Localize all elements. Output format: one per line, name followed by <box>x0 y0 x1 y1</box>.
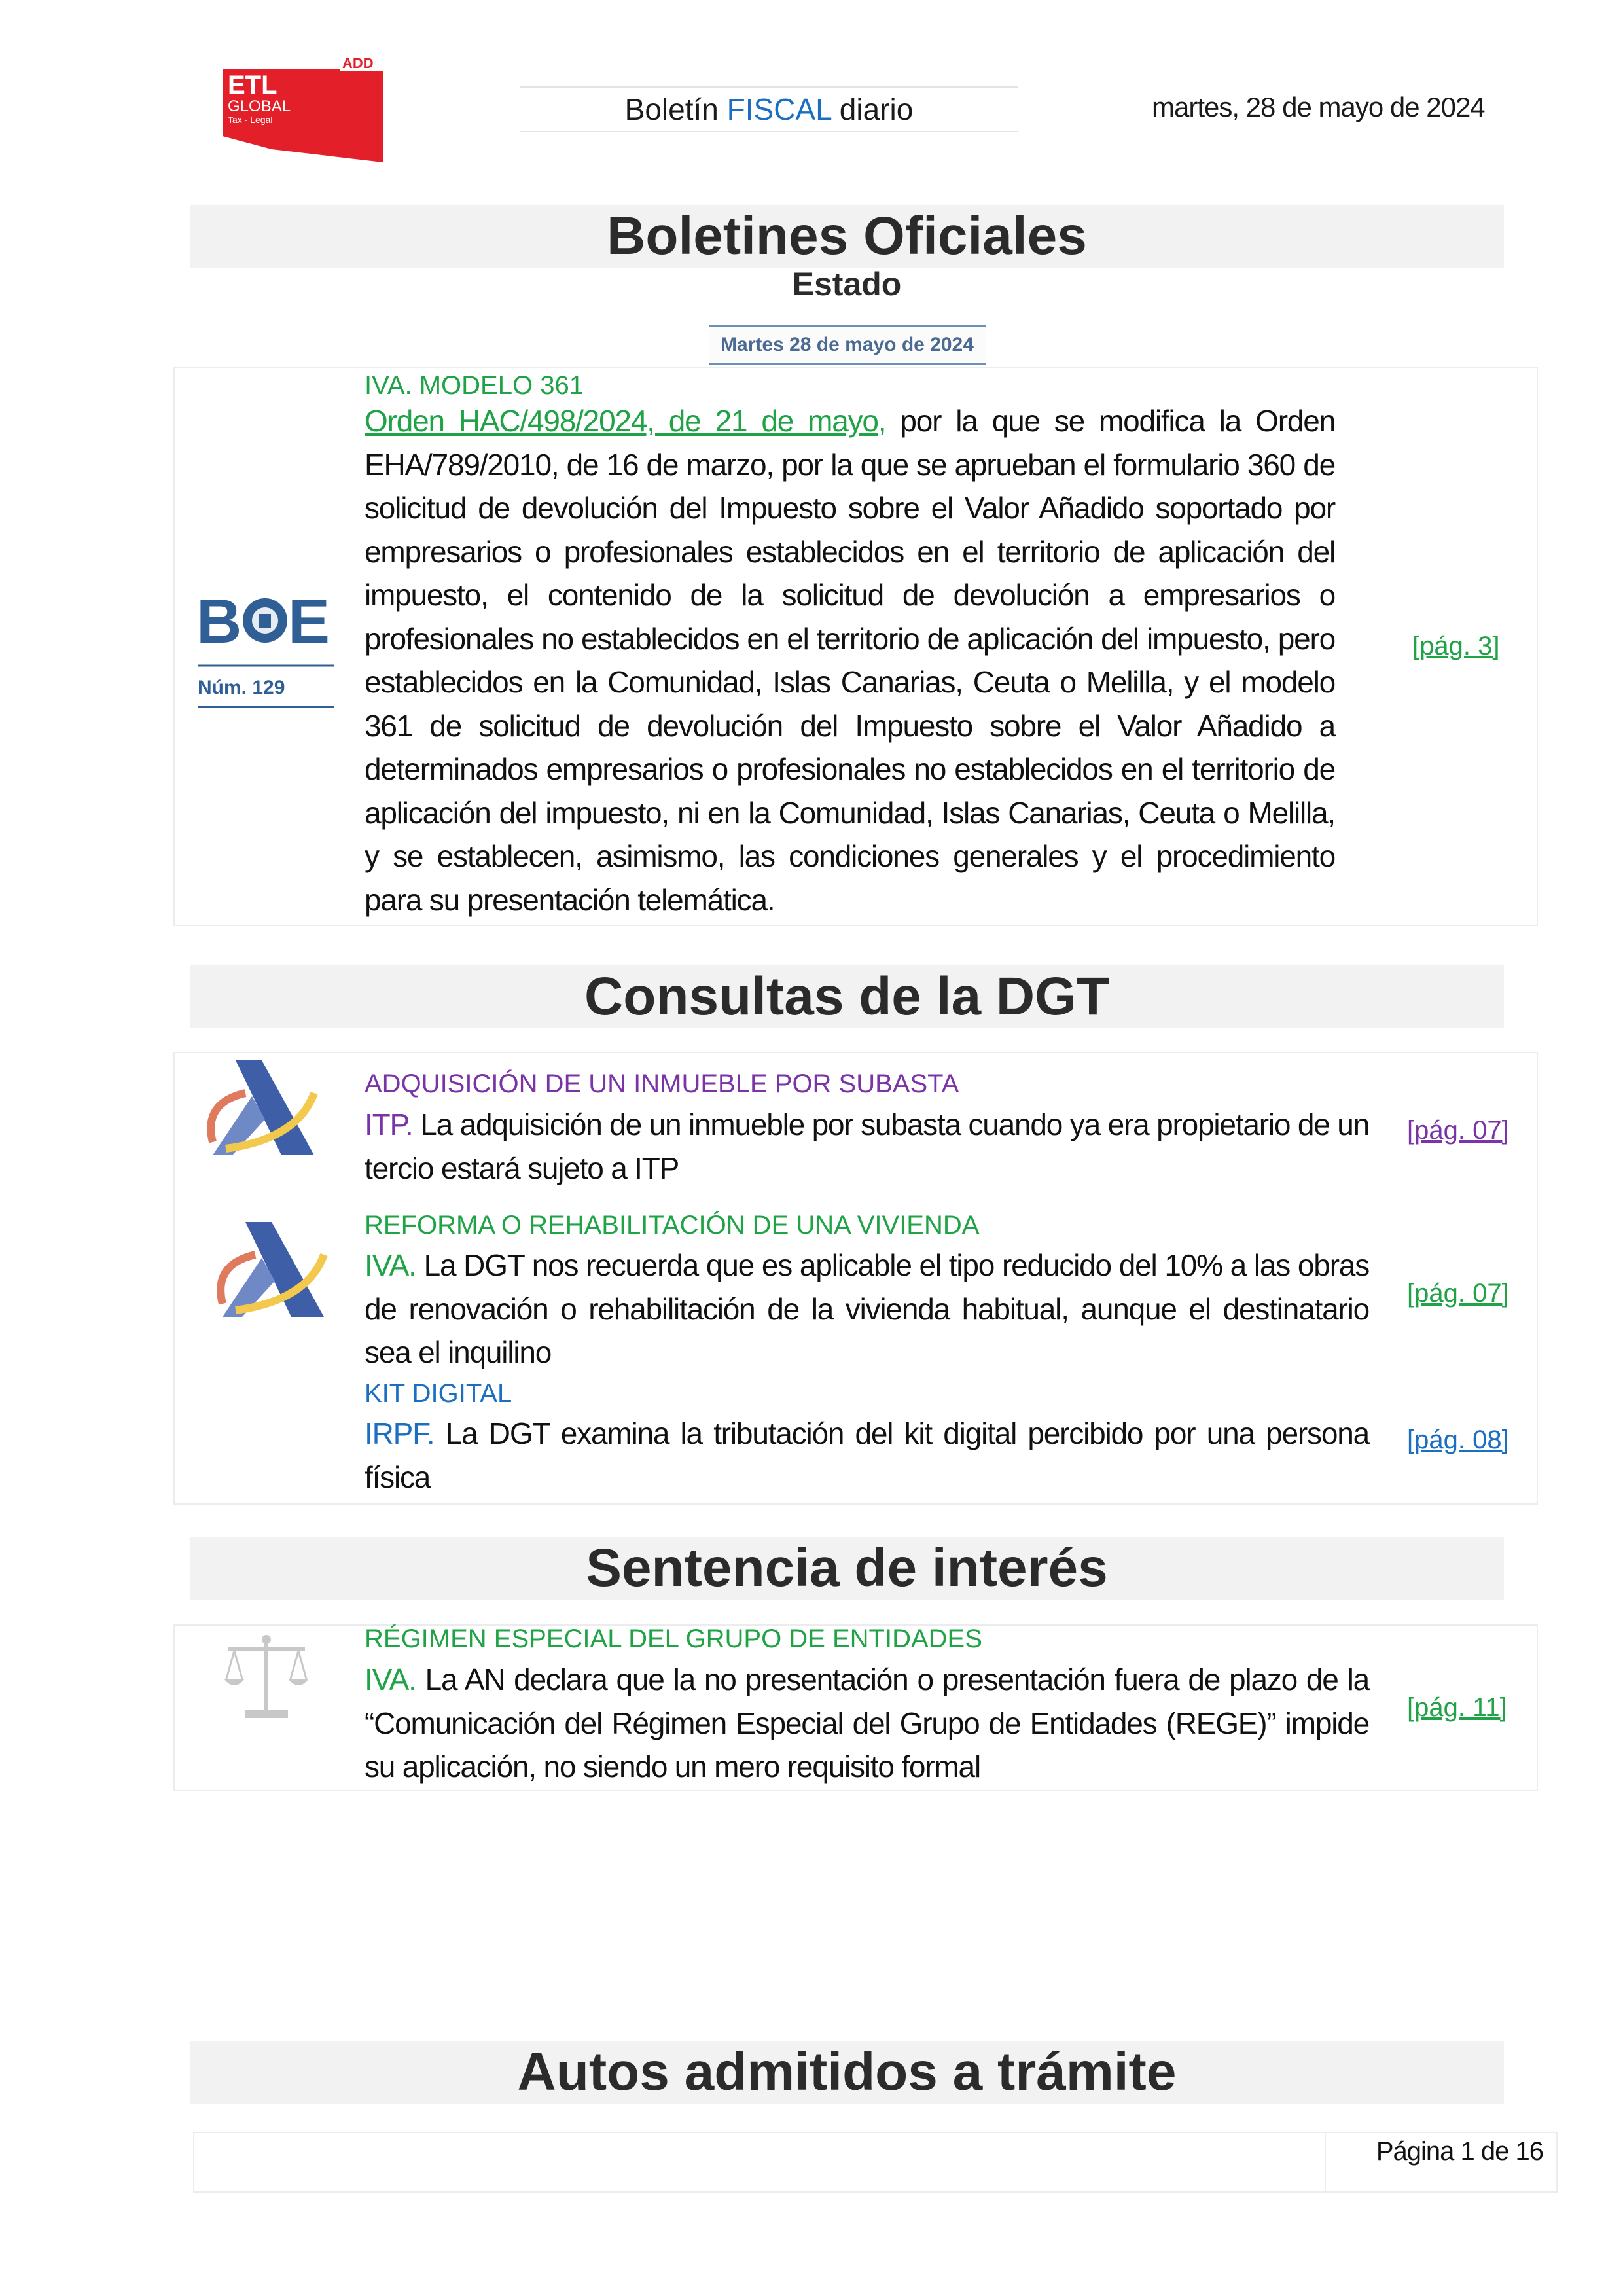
consulta-3-page-link[interactable]: [pág. 08] <box>1407 1426 1509 1454</box>
boe-logo-icon <box>196 589 337 713</box>
consulta-1-lead: ITP. <box>365 1107 413 1141</box>
consulta-3-category: KIT DIGITAL <box>365 1379 512 1408</box>
consulta-2-page-link[interactable]: [pág. 07] <box>1407 1279 1509 1308</box>
consulta-2-summary <box>365 1244 1369 1374</box>
consulta-1-page-link[interactable]: [pág. 07] <box>1407 1116 1509 1145</box>
bulletin-title-accent: FISCAL <box>726 92 832 126</box>
consulta-2-lead: IVA. <box>365 1248 416 1282</box>
svg-text:GLOBAL: GLOBAL <box>228 98 291 115</box>
footer-divider <box>1325 2133 1326 2191</box>
boe-page-link[interactable]: [pág. 3] <box>1412 632 1500 660</box>
consulta-3-lead: IRPF. <box>365 1416 435 1450</box>
section-subtitle-estado: Estado <box>792 266 902 302</box>
sentencia-lead: IVA. <box>365 1662 416 1696</box>
aeat-logo-icon <box>200 1057 324 1162</box>
sentencia-text: La AN declara que la no presentación o presentación fuera de plazo de la “Comunicación del Régimen Especial del Grupo de Entidades (REGE)” impide su aplicación, no siendo un mero requisito formal <box>365 1662 1369 1784</box>
svg-text:E: E <box>288 589 330 656</box>
boe-summary-text: por la que se modifica la Orden EHA/789/2010, de 16 de marzo, por la que se aprueban el formulario 360 de solicitud de devolución del Impuesto sobre el Valor Añadido soportado por empresarios o profesionales establecidos en el territorio de aplicación del impuesto, el contenido de la solicitud de devolución a empresarios o profesionales no establecidos en el territorio de aplicación del impuesto, pero establecidos en la Comunidad, Islas Canarias, Ceuta o Melilla, y el modelo 361 de solicitud de devolución del Impuesto sobre el Valor Añadido a determinados empresarios o profesionales no establecidos en el territorio de aplicación del impuesto, ni en la Comunidad, Islas Canarias, Ceuta o Melilla, y se establecen, asimismo, las condiciones generales y el procedimiento para su presentación telemática. <box>365 404 1335 917</box>
sentencia-summary <box>365 1658 1369 1789</box>
consulta-1-text: La adquisición de un inmueble por subasta cuando ya era propietario de un tercio estará sujeto a ITP <box>365 1107 1369 1185</box>
page-footer <box>193 2132 1558 2193</box>
svg-text:ETL: ETL <box>228 71 277 99</box>
sentencia-page-link[interactable]: [pág. 11] <box>1407 1693 1507 1722</box>
justice-scale-icon <box>221 1633 312 1725</box>
bulletin-title <box>520 86 1018 132</box>
consulta-3-text: La DGT examina la tributación del kit digital percibido por una persona física <box>365 1416 1369 1494</box>
bulletin-title-prefix: Boletín <box>624 92 727 126</box>
bulletin-title-suffix: diario <box>831 92 914 126</box>
boe-date-chip: Martes 28 de mayo de 2024 <box>709 325 986 365</box>
consulta-3-summary <box>365 1412 1369 1499</box>
svg-text:B: B <box>196 589 238 656</box>
consulta-1-category: ADQUISICIÓN DE UN INMUEBLE POR SUBASTA <box>365 1069 959 1098</box>
boe-summary <box>365 399 1335 922</box>
aeat-logo-icon <box>209 1219 334 1323</box>
page-number: Página 1 de 16 <box>1376 2137 1543 2166</box>
svg-text:Tax · Legal: Tax · Legal <box>228 115 273 125</box>
svg-text:Núm. 129: Núm. 129 <box>198 677 285 698</box>
consulta-2-text: La DGT nos recuerda que es aplicable el tipo reducido del 10% a las obras de renovación o rehabilitación de la vivienda habitual, aunque el destinatario sea el inquilino <box>365 1248 1369 1369</box>
svg-text:ADD: ADD <box>342 58 374 71</box>
etl-global-logo <box>223 58 383 162</box>
boe-category: IVA. MODELO 361 <box>365 371 584 400</box>
boe-order-link[interactable]: Orden HAC/498/2024, de 21 de mayo, <box>365 404 886 438</box>
sentencia-category: RÉGIMEN ESPECIAL DEL GRUPO DE ENTIDADES <box>365 1624 982 1653</box>
section-title-boletines: Boletines Oficiales <box>190 205 1504 268</box>
bulletin-date: martes, 28 de mayo de 2024 <box>1152 92 1485 122</box>
section-title-autos: Autos admitidos a trámite <box>190 2041 1504 2104</box>
section-title-consultas: Consultas de la DGT <box>190 965 1504 1028</box>
consulta-1-summary <box>365 1103 1369 1190</box>
section-title-sentencia: Sentencia de interés <box>190 1537 1504 1600</box>
consulta-2-category: REFORMA O REHABILITACIÓN DE UNA VIVIENDA <box>365 1211 980 1240</box>
